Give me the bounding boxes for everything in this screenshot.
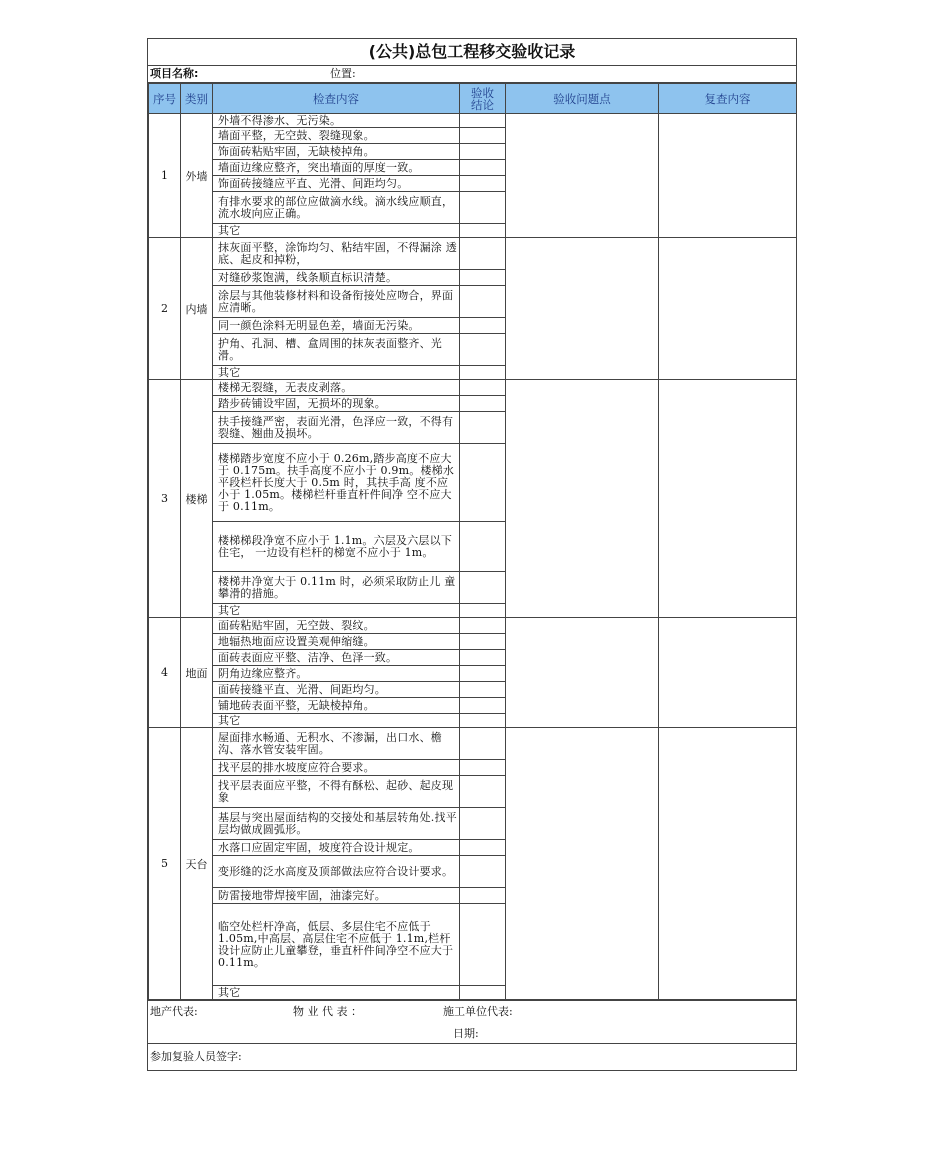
check-item: 找平层表面应平整，不得有酥松、起砂、起皮现象 <box>213 776 460 808</box>
header-conclusion <box>460 84 506 114</box>
signature-footer <box>148 1000 796 1070</box>
check-item: 其它 <box>213 224 460 238</box>
check-item: 面砖粘贴牢固，无空鼓、裂纹。 <box>213 618 460 634</box>
recheck-signature-row: 参加复验人员签字: <box>148 1043 796 1070</box>
check-item: 变形缝的泛水高度及顶部做法应符合设计要求。 <box>213 856 460 888</box>
recheck-cell[interactable] <box>659 728 797 1000</box>
recheck-cell[interactable] <box>659 380 797 618</box>
header-issues: 验收问题点 <box>506 84 659 114</box>
check-item: 防雷接地带焊接牢固，油漆完好。 <box>213 888 460 904</box>
conclusion-cell[interactable] <box>460 760 506 776</box>
issues-cell[interactable] <box>506 238 659 380</box>
conclusion-cell[interactable] <box>460 114 506 128</box>
check-item: 墙面平整，无空鼓、裂缝现象。 <box>213 128 460 144</box>
section-number: 2 <box>149 238 181 380</box>
section-number: 1 <box>149 114 181 238</box>
inspection-table <box>148 83 797 1000</box>
conclusion-cell[interactable] <box>460 808 506 840</box>
conclusion-cell[interactable] <box>460 888 506 904</box>
check-item: 有排水要求的部位应做滴水线。滴水线应顺直，流水坡向应正确。 <box>213 192 460 224</box>
check-item: 楼梯无裂缝，无表皮剥落。 <box>213 380 460 396</box>
check-item: 找平层的排水坡度应符合要求。 <box>213 760 460 776</box>
check-item: 阴角边缘应整齐。 <box>213 666 460 682</box>
table-row <box>149 618 797 634</box>
conclusion-cell[interactable] <box>460 318 506 334</box>
conclusion-cell[interactable] <box>460 270 506 286</box>
check-item: 外墙不得渗水、无污染。 <box>213 114 460 128</box>
conclusion-cell[interactable] <box>460 634 506 650</box>
check-item: 临空处栏杆净高，低层、多层住宅不应低于1.05m,中高层、高层住宅不应低于 1.1m,栏杆设计应防止儿童攀登，垂直杆件间净空不应大于 0.11m。 <box>213 904 460 986</box>
conclusion-cell[interactable] <box>460 176 506 192</box>
check-item: 铺地砖表面平整，无缺棱掉角。 <box>213 698 460 714</box>
check-item: 护角、孔洞、槽、盒周围的抹灰表面整齐、光滑。 <box>213 334 460 366</box>
conclusion-cell[interactable] <box>460 444 506 522</box>
conclusion-cell[interactable] <box>460 986 506 1000</box>
header-no: 序号 <box>149 84 181 114</box>
issues-cell[interactable] <box>506 380 659 618</box>
conclusion-cell[interactable] <box>460 572 506 604</box>
conclusion-cell[interactable] <box>460 856 506 888</box>
check-item: 同一颜色涂料无明显色差，墙面无污染。 <box>213 318 460 334</box>
contractor-rep-label: 施工单位代表: <box>443 1005 513 1018</box>
conclusion-cell[interactable] <box>460 334 506 366</box>
header-content: 检查内容 <box>213 84 460 114</box>
check-item: 水落口应固定牢固，坡度符合设计规定。 <box>213 840 460 856</box>
section-number: 4 <box>149 618 181 728</box>
check-item: 其它 <box>213 366 460 380</box>
document-title: (公共)总包工程移交验收记录 <box>148 39 796 66</box>
check-item: 地辐热地面应设置美观伸缩缝。 <box>213 634 460 650</box>
conclusion-cell[interactable] <box>460 714 506 728</box>
check-item: 楼梯踏步宽度不应小于 0.26m,踏步高度不应大于 0.175m。扶手高度不应小于 0.9m。楼梯水平段栏杆长度大于 0.5m 时，其扶手高 度不应小于 1.05m。楼梯栏杆垂直杆件间净 空不应大于 0.11m。 <box>213 444 460 522</box>
check-item: 楼梯井净宽大于 0.11m 时，必须采取防止儿 童攀滑的措施。 <box>213 572 460 604</box>
section-number: 5 <box>149 728 181 1000</box>
project-name-label: 项目名称: <box>150 67 199 80</box>
conclusion-cell[interactable] <box>460 666 506 682</box>
table-row <box>149 380 797 396</box>
conclusion-cell[interactable] <box>460 380 506 396</box>
section-category: 天台 <box>181 728 213 1000</box>
date-label: 日期: <box>453 1027 479 1040</box>
header-category: 类别 <box>181 84 213 114</box>
header-recheck: 复查内容 <box>659 84 797 114</box>
section-category: 地面 <box>181 618 213 728</box>
table-header-row <box>149 84 797 114</box>
meta-row <box>148 66 796 83</box>
conclusion-cell[interactable] <box>460 160 506 176</box>
conclusion-cell[interactable] <box>460 904 506 986</box>
section-number: 3 <box>149 380 181 618</box>
table-row <box>149 238 797 270</box>
conclusion-cell[interactable] <box>460 682 506 698</box>
issues-cell[interactable] <box>506 114 659 238</box>
conclusion-cell[interactable] <box>460 366 506 380</box>
property-rep-label: 物 业 代 表 ： <box>293 1005 362 1018</box>
conclusion-cell[interactable] <box>460 286 506 318</box>
header-conclusion-text: 验收结论 <box>471 85 494 112</box>
conclusion-cell[interactable] <box>460 396 506 412</box>
check-item: 扶手接缝严密，表面光滑，色泽应一致，不得有裂缝、翘曲及损坏。 <box>213 412 460 444</box>
check-item: 饰面砖粘贴牢固，无缺棱掉角。 <box>213 144 460 160</box>
conclusion-cell[interactable] <box>460 522 506 572</box>
check-item: 面砖接缝平直、光滑、间距均匀。 <box>213 682 460 698</box>
check-item: 对缝砂浆饱满，线条顺直标识清楚。 <box>213 270 460 286</box>
check-item: 其它 <box>213 986 460 1000</box>
table-row <box>149 114 797 128</box>
conclusion-cell[interactable] <box>460 840 506 856</box>
conclusion-cell[interactable] <box>460 776 506 808</box>
recheck-cell[interactable] <box>659 618 797 728</box>
conclusion-cell[interactable] <box>460 412 506 444</box>
conclusion-cell[interactable] <box>460 238 506 270</box>
issues-cell[interactable] <box>506 618 659 728</box>
recheck-cell[interactable] <box>659 114 797 238</box>
conclusion-cell[interactable] <box>460 728 506 760</box>
developer-rep-label: 地产代表: <box>150 1005 198 1018</box>
check-item: 其它 <box>213 714 460 728</box>
table-row <box>149 728 797 760</box>
check-item: 踏步砖铺设牢固，无损坏的现象。 <box>213 396 460 412</box>
section-category: 内墙 <box>181 238 213 380</box>
section-category: 外墙 <box>181 114 213 238</box>
recheck-cell[interactable] <box>659 238 797 380</box>
representatives-row <box>148 1001 796 1043</box>
check-item: 墙面边缘应整齐，突出墙面的厚度一致。 <box>213 160 460 176</box>
check-item: 面砖表面应平整、洁净、色泽一致。 <box>213 650 460 666</box>
conclusion-cell[interactable] <box>460 192 506 224</box>
conclusion-cell[interactable] <box>460 128 506 144</box>
check-item: 其它 <box>213 604 460 618</box>
conclusion-cell[interactable] <box>460 144 506 160</box>
check-item: 楼梯梯段净宽不应小于 1.1m。六层及六层以下住宅， 一边设有栏杆的梯宽不应小于 1m。 <box>213 522 460 572</box>
check-item: 涂层与其他装修材料和设备衔接处应吻合，界面应清晰。 <box>213 286 460 318</box>
check-item: 饰面砖接缝应平直、光滑、间距均匀。 <box>213 176 460 192</box>
section-category: 楼梯 <box>181 380 213 618</box>
conclusion-cell[interactable] <box>460 618 506 634</box>
conclusion-cell[interactable] <box>460 698 506 714</box>
location-label: 位置: <box>330 67 356 80</box>
acceptance-record-sheet <box>147 38 797 1071</box>
conclusion-cell[interactable] <box>460 224 506 238</box>
check-item: 抹灰面平整，涂饰均匀、粘结牢固，不得漏涂 透底、起皮和掉粉， <box>213 238 460 270</box>
conclusion-cell[interactable] <box>460 650 506 666</box>
conclusion-cell[interactable] <box>460 604 506 618</box>
check-item: 屋面排水畅通、无积水、不渗漏，出口水、檐沟、落水管安装牢固。 <box>213 728 460 760</box>
issues-cell[interactable] <box>506 728 659 1000</box>
check-item: 基层与突出屋面结构的交接处和基层转角处.找平层均做成圆弧形。 <box>213 808 460 840</box>
